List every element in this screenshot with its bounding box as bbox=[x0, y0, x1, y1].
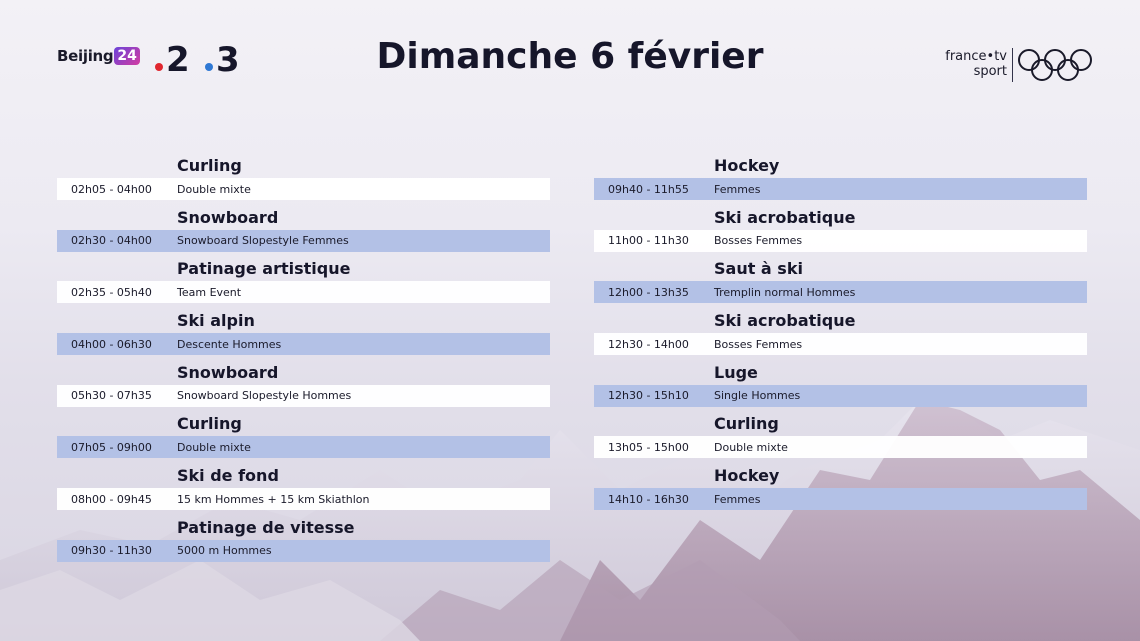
time-range: 11h00 - 11h30 bbox=[608, 234, 689, 248]
event-name: Double mixte bbox=[177, 182, 251, 196]
sport-name: Curling bbox=[177, 414, 242, 434]
schedule-entry bbox=[57, 410, 550, 462]
schedule-entry bbox=[57, 152, 550, 204]
schedule-row bbox=[57, 281, 550, 303]
schedule-row bbox=[594, 385, 1087, 407]
schedule-entry bbox=[594, 152, 1087, 204]
ftv-line1: france•tv bbox=[945, 49, 1007, 64]
time-range: 13h05 - 15h00 bbox=[608, 440, 689, 454]
sport-name: Curling bbox=[177, 156, 242, 175]
schedule-row bbox=[594, 178, 1087, 200]
event-name: Single Hommes bbox=[714, 389, 801, 403]
event-name: Double mixte bbox=[714, 440, 788, 454]
schedule-row bbox=[57, 540, 550, 562]
schedule-entry bbox=[594, 307, 1087, 359]
schedule-row bbox=[57, 385, 550, 407]
time-range: 04h00 - 06h30 bbox=[71, 337, 152, 351]
time-range: 14h10 - 16h30 bbox=[608, 492, 689, 506]
time-range: 05h30 - 07h35 bbox=[71, 389, 152, 403]
schedule-entry bbox=[594, 255, 1087, 307]
event-name: Bosses Femmes bbox=[714, 234, 803, 248]
time-range: 09h40 - 11h55 bbox=[608, 182, 689, 196]
schedule-entry bbox=[594, 410, 1087, 462]
francetv-sport-logo bbox=[935, 49, 1007, 79]
channel-3-number: 3 bbox=[216, 40, 240, 80]
page-title: Dimanche 6 février bbox=[376, 36, 764, 77]
sport-name: Ski acrobatique bbox=[714, 207, 856, 227]
schedule-entry bbox=[594, 204, 1087, 256]
event-name: Descente Hommes bbox=[177, 337, 282, 351]
channel-2-number: 2 bbox=[166, 40, 190, 80]
schedule-entry bbox=[57, 255, 550, 307]
schedule-row bbox=[594, 488, 1087, 510]
event-name: 5000 m Hommes bbox=[177, 544, 272, 558]
time-range: 12h30 - 14h00 bbox=[608, 337, 689, 351]
event-name: Femmes bbox=[714, 492, 761, 506]
logo-divider bbox=[1012, 48, 1013, 82]
sport-name: Luge bbox=[714, 362, 758, 382]
sport-name: Hockey bbox=[714, 466, 780, 486]
ftv-line2: sport bbox=[973, 64, 1007, 79]
time-range: 02h35 - 05h40 bbox=[71, 285, 152, 299]
event-name: Bosses Femmes bbox=[714, 337, 803, 351]
schedule-row bbox=[57, 436, 550, 458]
sport-name: Hockey bbox=[714, 156, 780, 175]
time-range: 02h30 - 04h00 bbox=[71, 234, 152, 248]
sport-name: Snowboard bbox=[177, 362, 279, 382]
sport-name: Saut à ski bbox=[714, 259, 803, 279]
time-range: 09h30 - 11h30 bbox=[71, 544, 152, 558]
schedule-entry bbox=[57, 307, 550, 359]
time-range: 07h05 - 09h00 bbox=[71, 440, 152, 454]
time-range: 02h05 - 04h00 bbox=[71, 182, 152, 196]
sport-name: Ski de fond bbox=[177, 466, 279, 486]
schedule-row bbox=[57, 230, 550, 252]
schedule-row bbox=[594, 436, 1087, 458]
schedule-left-column bbox=[57, 152, 550, 566]
schedule-row bbox=[57, 178, 550, 200]
event-name: Femmes bbox=[714, 182, 761, 196]
schedule-entry bbox=[57, 359, 550, 411]
sport-name: Patinage de vitesse bbox=[177, 517, 355, 537]
schedule-row bbox=[57, 488, 550, 510]
sport-name: Ski alpin bbox=[177, 311, 255, 331]
sport-name: Snowboard bbox=[177, 207, 279, 227]
event-name: 15 km Hommes + 15 km Skiathlon bbox=[177, 492, 370, 506]
schedule-entry bbox=[57, 204, 550, 256]
event-name: Snowboard Slopestyle Hommes bbox=[177, 389, 352, 403]
logo-word: Beijing bbox=[57, 47, 114, 65]
schedule-row bbox=[594, 230, 1087, 252]
event-name: Double mixte bbox=[177, 440, 251, 454]
sport-name: Ski acrobatique bbox=[714, 311, 856, 331]
sport-name: Curling bbox=[714, 414, 779, 434]
event-name: Team Event bbox=[177, 285, 242, 299]
logo-badge: 24 bbox=[114, 47, 139, 65]
schedule-right-column bbox=[594, 152, 1087, 514]
schedule-row bbox=[57, 333, 550, 355]
olympic-rings-icon bbox=[1017, 47, 1093, 83]
time-range: 08h00 - 09h45 bbox=[71, 492, 152, 506]
event-name: Snowboard Slopestyle Femmes bbox=[177, 234, 349, 248]
time-range: 12h00 - 13h35 bbox=[608, 285, 689, 299]
schedule-row bbox=[594, 281, 1087, 303]
time-range: 12h30 - 15h10 bbox=[608, 389, 689, 403]
schedule-entry bbox=[594, 359, 1087, 411]
event-name: Tremplin normal Hommes bbox=[714, 285, 856, 299]
header bbox=[0, 0, 1140, 120]
schedule-row bbox=[594, 333, 1087, 355]
sport-name: Patinage artistique bbox=[177, 259, 351, 279]
schedule-entry bbox=[594, 462, 1087, 514]
schedule-entry bbox=[57, 462, 550, 514]
schedule-entry bbox=[57, 514, 550, 566]
